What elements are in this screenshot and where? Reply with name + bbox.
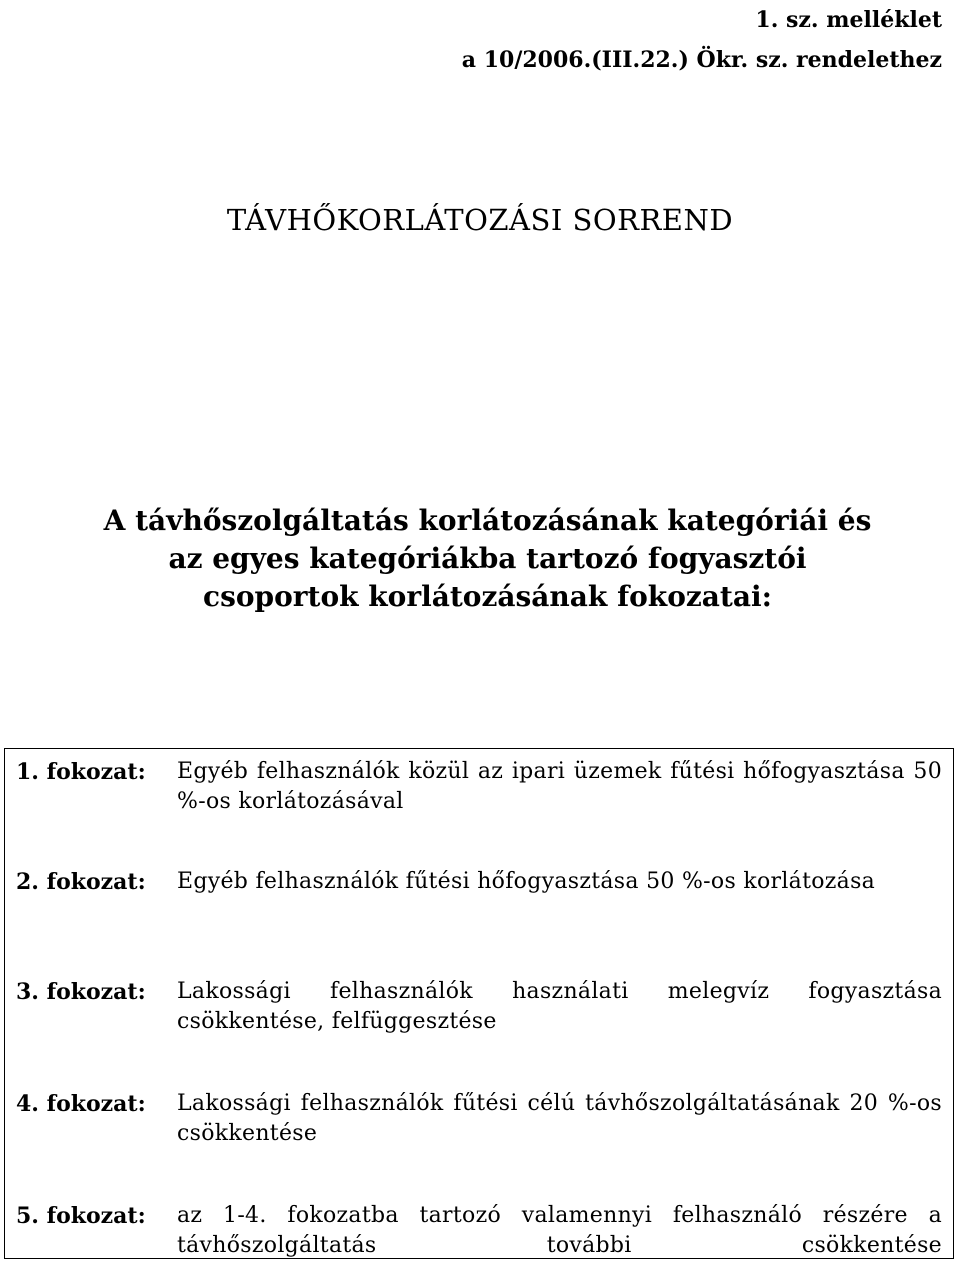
restriction-levels-table — [4, 748, 954, 1259]
subtitle-line-3: csoportok korlátozásának fokozatai: — [203, 580, 772, 613]
level-label: 5. fokozat: — [16, 1203, 146, 1229]
level-row-4 — [5, 1089, 953, 1149]
level-description: az 1-4. fokozatba tartozó valamennyi felhasználó részére a távhőszolgáltatás további csökkentése — [177, 1203, 942, 1258]
annex-number: 1. sz. melléklet — [755, 7, 942, 33]
level-label: 3. fokozat: — [16, 979, 146, 1005]
annex-reference — [462, 0, 942, 80]
level-label: 4. fokozat: — [16, 1091, 146, 1117]
level-description: Lakossági felhasználók fűtési célú távhőszolgáltatásának 20 %-os csökkentése — [177, 1091, 942, 1146]
level-description: Egyéb felhasználók fűtési hőfogyasztása 50 %-os korlátozása — [177, 869, 876, 894]
decree-reference: a 10/2006.(III.22.) Ökr. sz. rendelethez — [461, 47, 942, 73]
level-row-5 — [5, 1201, 953, 1261]
subtitle-line-1: A távhőszolgáltatás korlátozásának kategóriái és — [103, 504, 872, 537]
level-row-3 — [5, 977, 953, 1037]
level-description: Lakossági felhasználók használati melegvíz fogyasztása csökkentése, felfüggesztése — [177, 979, 942, 1034]
level-row-1 — [5, 757, 953, 817]
level-label: 1. fokozat: — [16, 759, 146, 785]
document-subtitle — [0, 502, 960, 616]
level-description: Egyéb felhasználók közül az ipari üzemek fűtési hőfogyasztása 50 %-os korlátozásával — [177, 759, 942, 814]
subtitle-line-2: az egyes kategóriákba tartozó fogyasztói — [168, 542, 807, 575]
document-title: TÁVHŐKORLÁTOZÁSI SORREND — [226, 203, 734, 237]
level-label: 2. fokozat: — [16, 869, 146, 895]
level-row-2 — [5, 867, 953, 897]
